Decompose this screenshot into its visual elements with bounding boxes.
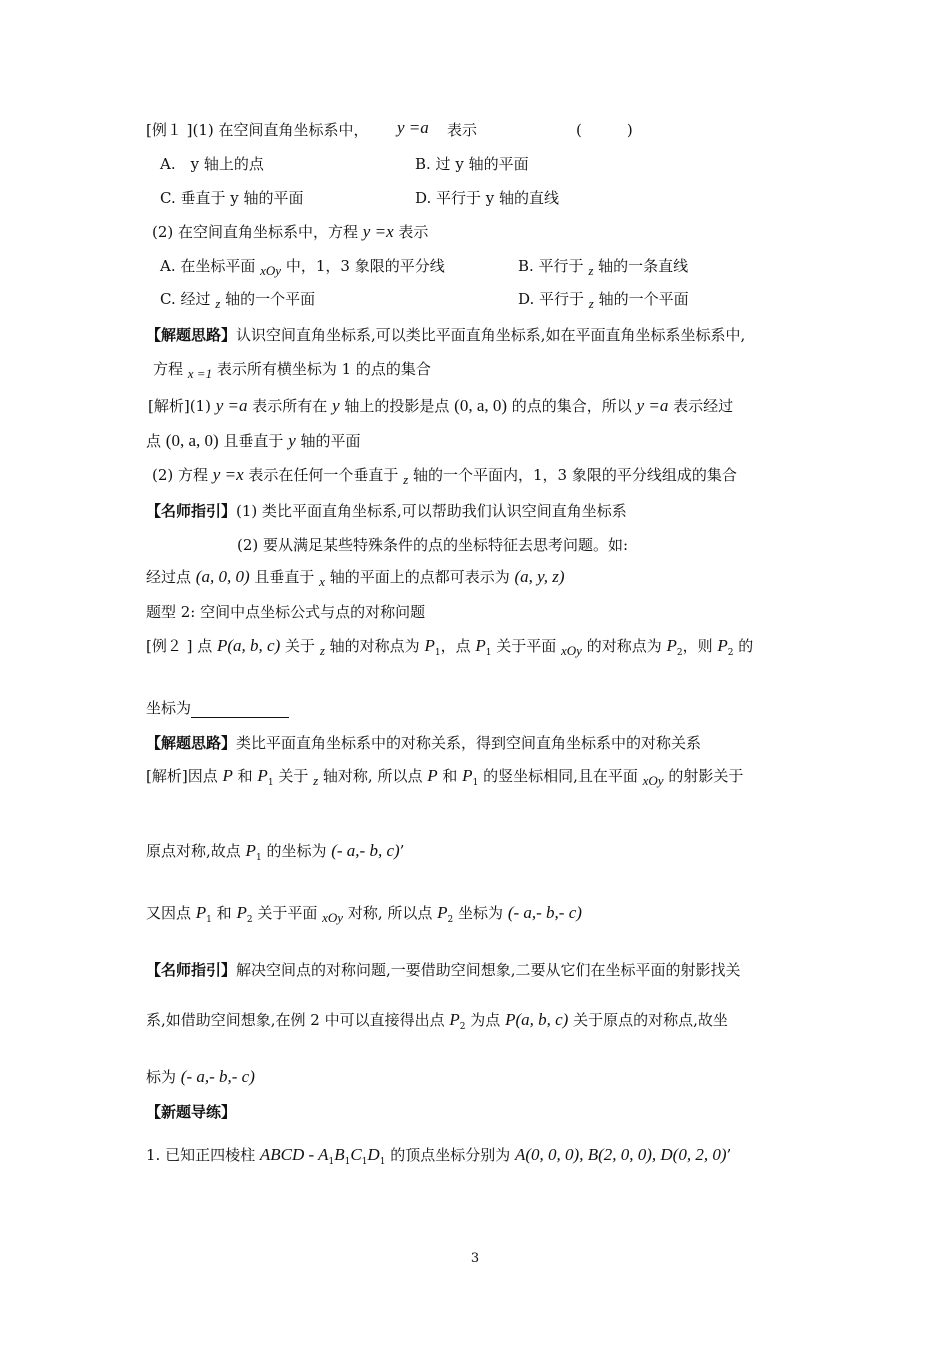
new-practice-label: 【新题导练】 (146, 1103, 237, 1121)
tip2-t2pt: P(a, b, c) (505, 1010, 569, 1029)
sol2-l3p1-sub: 1 (206, 915, 212, 925)
tip1-text1 (146, 501, 627, 521)
ex2-answer-label: 坐标为 (146, 699, 192, 717)
sol2-l2a: 原点对称,故点 (146, 842, 246, 860)
idea2-body: 类比平面直角坐标系中的对称关系，得到空间直角坐标系中的对称关系 (236, 734, 702, 752)
ex2-d: ，点 (440, 637, 476, 655)
ex1-option-a: A. y 轴上的点 (160, 155, 264, 173)
ex2-p2b: P (717, 636, 728, 655)
sol1-l3a: (2) 方程 (152, 466, 213, 484)
tip1-text3 (146, 567, 565, 588)
q1-a: 1. 已知正四棱柱 (146, 1146, 260, 1164)
sol1-b: 表示所有在 (247, 397, 333, 415)
ex2-c: 轴的对称点为 (324, 637, 425, 655)
idea1-body: 认识空间直角坐标系,可以类比平面直角坐标系,如在平面直角坐标系坐标系中, (236, 326, 746, 344)
q2c-math: z (215, 296, 221, 311)
sol2-l2c: ’ (399, 842, 405, 860)
ex1-q2-prefix (152, 222, 428, 242)
tip2-t1: 解决空间点的对称问题,一要借助空间想象,二要从它们在坐标平面的射影找关 (236, 961, 741, 979)
ex2-p2-sub: 2 (676, 648, 683, 658)
ex2-xoy: xOy (561, 643, 582, 658)
ex2-b: 关于 (280, 637, 320, 655)
sol2-d: 轴对称, 所以点 (318, 767, 428, 785)
sol2-l3p2: P (236, 903, 247, 922)
tip2-t2p-sub: 2 (459, 1022, 466, 1032)
ex2-z: z (319, 643, 325, 658)
tip1-t3pt: (a, 0, 0) (195, 567, 250, 586)
tip1-t3c: 轴的平面上的点都可表示为 (324, 568, 515, 586)
q1-prism-b: B (334, 1145, 345, 1164)
sol1-l2a: 点 (146, 432, 166, 450)
sol1-l2b: 且垂直于 (218, 432, 289, 450)
q2c-text2: 轴的一个平面 (220, 290, 316, 308)
ex2-e: 关于平面 (491, 637, 562, 655)
sol2-pp: P (427, 766, 438, 785)
ex2-answer-blank[interactable] (191, 701, 289, 718)
sol2-l2b: 的坐标为 (261, 842, 332, 860)
ex2-p1b: P (475, 636, 486, 655)
sol2-l3d: 对称, 所以点 (343, 904, 438, 922)
sol2-b: 和 (232, 767, 258, 785)
idea2-text (146, 733, 701, 753)
page-number: 3 (470, 1251, 480, 1266)
sol2-l3c: 关于平面 (252, 904, 323, 922)
sol2-text1 (146, 766, 743, 793)
q1-coords: A(0, 0, 0), B(2, 0, 0), D(0, 2, 0) (514, 1145, 727, 1164)
q2c-text: C. 经过 (160, 290, 216, 308)
sol1-l3b: 表示在任何一个垂直于 (243, 466, 404, 484)
sol2-l2pt: (- a,- b, c) (331, 841, 400, 860)
ex2-f: 的对称点为 (581, 637, 667, 655)
q2b-text2: 轴的一条直线 (593, 257, 689, 275)
idea2-label: 【解题思路】 (146, 734, 237, 752)
sol1-text1 (148, 396, 733, 416)
sol1-l2y: y (288, 431, 296, 450)
tip2-t2b: 为点 (465, 1011, 506, 1029)
idea1-l2a: 方程 (153, 360, 188, 378)
sol1-l2c: 轴的平面 (295, 432, 361, 450)
tip2-label: 【名师指引】 (146, 961, 237, 979)
sol2-text2 (146, 841, 404, 868)
tip2-text3 (146, 1067, 255, 1087)
ex2-answer (146, 698, 289, 718)
ex2-h: 的 (733, 637, 754, 655)
q1-prism-c: C (350, 1145, 362, 1164)
sol1-a: [解析](1) (148, 397, 216, 415)
q1-b: 的顶点坐标分别为 (385, 1146, 515, 1164)
ex2-p1b-sub: 1 (485, 648, 492, 658)
q1-sub-c: 1 (361, 1157, 368, 1167)
q1-sub-a: 1 (328, 1157, 335, 1167)
tip2-text2 (146, 1010, 728, 1037)
ex2-text (146, 636, 753, 663)
q1-c: ’ (726, 1146, 732, 1164)
ex1-q2-eq: y =x (362, 222, 394, 241)
q2b-text: B. 平行于 (518, 257, 589, 275)
sol2-l3p2b-sub: 2 (447, 915, 454, 925)
sol1-text3 (152, 465, 737, 486)
tip1-t3x: x (319, 574, 325, 589)
sol1-c: 轴上的投影是点 (339, 397, 455, 415)
ex1-option-b: B. 过 y 轴的平面 (415, 155, 529, 173)
sol2-xoy: xOy (642, 773, 664, 788)
ex1-answer-paren: ( ) (576, 121, 633, 139)
tip1-label: 【名师指引】 (146, 502, 237, 520)
sol1-l3eq: y =x (212, 465, 244, 484)
q2a-math: xOy (260, 263, 282, 278)
ex1-option-d: D. 平行于 y 轴的直线 (415, 189, 560, 207)
sol2-l3p2-sub: 2 (246, 915, 253, 925)
sol2-text3 (146, 903, 582, 930)
sol2-l3pt: (- a,- b,- c) (507, 903, 582, 922)
idea1-text2 (153, 359, 431, 380)
sol2-g: 的射影关于 (663, 767, 744, 785)
sol2-l3b: 和 (211, 904, 237, 922)
ex1-q2-option-a (160, 256, 445, 277)
tip1-t1: (1) 类比平面直角坐标系,可以帮助我们认识空间直角坐标系 (236, 502, 627, 520)
tip1-t2: (2) 要从满足某些特殊条件的点的坐标特征去思考问题。如: (237, 536, 629, 554)
q2d-text: D. 平行于 (518, 290, 589, 308)
q1-sub-b: 1 (344, 1157, 351, 1167)
idea1-text (146, 325, 745, 345)
sol1-pt: (0, a, 0) (454, 396, 508, 415)
sol2-p: P (222, 766, 233, 785)
sol2-l3p2b: P (437, 903, 448, 922)
ex1-option-c: C. 垂直于 y 轴的平面 (160, 189, 304, 207)
tip2-t2a: 系,如借助空间想象,在例 2 中可以直接得出点 (146, 1011, 450, 1029)
sol2-f: 的竖坐标相同,且在平面 (478, 767, 643, 785)
ex1-q2-option-b (518, 256, 688, 277)
sol1-l2pt: (0, a, 0) (165, 431, 219, 450)
sol2-z: z (313, 773, 319, 788)
tip1-t3a: 经过点 (146, 568, 196, 586)
q1-sub-d: 1 (379, 1157, 386, 1167)
idea1-l2b: 表示所有横坐标为 1 的点的集合 (212, 360, 431, 378)
q1-prism-d: D (367, 1145, 380, 1164)
sol1-y1: y (332, 396, 340, 415)
idea1-label: 【解题思路】 (146, 326, 237, 344)
sol2-l3e: 坐标为 (453, 904, 508, 922)
ex1-q2-option-c (160, 289, 315, 310)
sol1-e: 表示经过 (668, 397, 734, 415)
idea1-l2-math: x =1 (187, 366, 213, 381)
ex2-p2b-sub: 2 (727, 648, 734, 658)
q2b-math: z (588, 263, 594, 278)
q2a-text: A. 在坐标平面 (160, 257, 261, 275)
sol1-eq2: y =a (636, 396, 669, 415)
sol2-c: 关于 (273, 767, 314, 785)
sol1-text2 (146, 431, 361, 451)
tip2-text1 (146, 960, 741, 980)
ex2-g: ，则 (682, 637, 718, 655)
ex1-equation: y =a (397, 118, 429, 137)
sol2-e: 和 (437, 767, 463, 785)
ex2-p2: P (666, 636, 677, 655)
ex2-p: P(a, b, c) (217, 636, 281, 655)
ex1-tail: 表示 (447, 121, 478, 139)
sol1-l3c: 轴的一个平面内，1，3 象限的平分线组成的集合 (408, 466, 737, 484)
ex1-q2-suffix: 表示 (393, 223, 429, 241)
sol2-p1: P (257, 766, 268, 785)
tip1-t3pt2: (a, y, z) (514, 567, 565, 586)
tip2-t2p: P (449, 1010, 460, 1029)
q2a-text2: 中，1，3 象限的平分线 (281, 257, 445, 275)
tip2-t2c: 关于原点的对称点,故坐 (568, 1011, 728, 1029)
ex1-q2-text: (2) 在空间直角坐标系中，方程 (152, 223, 363, 241)
q1-text (146, 1145, 731, 1172)
sol2-pp1-sub: 1 (472, 778, 479, 788)
ex1-head: [例１ ](1) 在空间直角坐标系中， (146, 121, 369, 139)
q2d-math: z (588, 296, 594, 311)
sol2-l3a: 又因点 (146, 904, 196, 922)
sol1-eq1: y =a (215, 396, 248, 415)
sol2-l2p-sub: 1 (255, 853, 262, 863)
sol2-pp1: P (462, 766, 473, 785)
ex2-p1: P (424, 636, 435, 655)
ex2-a: [例２ ] 点 (146, 637, 218, 655)
sol2-l2p: P (245, 841, 256, 860)
sol2-l3xoy: xOy (322, 910, 344, 925)
sol1-l3z: z (403, 472, 409, 487)
ex2-p1-sub: 1 (434, 648, 441, 658)
ex1-q2-option-d (518, 289, 689, 310)
sol1-d: 的点的集合，所以 (507, 397, 637, 415)
sol2-p1-sub: 1 (267, 778, 274, 788)
sol2-l3p1: P (195, 903, 207, 922)
type2-heading: 题型 2: 空间中点坐标公式与点的对称问题 (146, 603, 426, 621)
tip1-t3b: 且垂直于 (249, 568, 320, 586)
tip2-t3pt: (- a,- b,- c) (180, 1067, 255, 1086)
tip2-t3a: 标为 (146, 1068, 181, 1086)
sol2-a: [解析]因点 (146, 767, 223, 785)
q1-prism-a: ABCD - A (259, 1145, 329, 1164)
q2d-text2: 轴的一个平面 (593, 290, 689, 308)
